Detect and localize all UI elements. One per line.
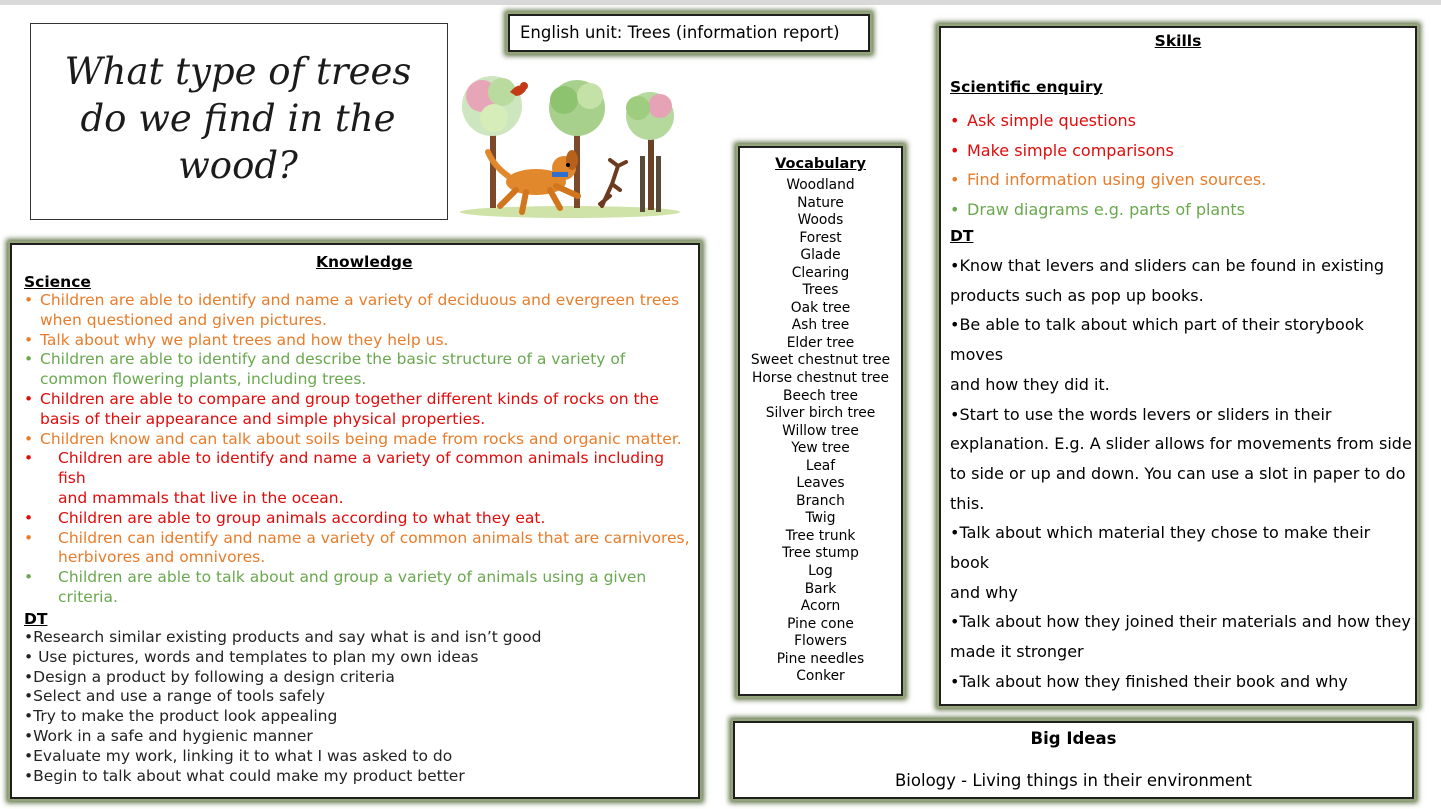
vocab-word: Leaf bbox=[805, 457, 836, 474]
dt-item: •Work in a safe and hygienic manner bbox=[24, 726, 313, 745]
science-heading: Science bbox=[24, 273, 91, 291]
vocabulary-heading: Vocabulary bbox=[775, 156, 866, 172]
skills-heading: Skills bbox=[1154, 32, 1202, 50]
bullet-icon: • bbox=[24, 449, 34, 468]
vocab-word: Acorn bbox=[800, 598, 841, 615]
bullet-icon: • bbox=[950, 140, 960, 160]
bullet-icon: • bbox=[950, 199, 960, 219]
skills-dt-line: and how they did it. bbox=[950, 374, 1110, 394]
science-item: • Talk about why we plant trees and how they help us. bbox=[24, 330, 449, 349]
skills-dt-list bbox=[950, 251, 1412, 697]
skills-dt-line: •Know that levers and sliders can be found in existing bbox=[950, 256, 1384, 275]
skills-dt-line: •Be able to talk about which part of their storybook moves bbox=[950, 315, 1364, 365]
big-ideas-text: Biology - Living things in their environment bbox=[894, 771, 1252, 790]
skills-dt-line: to side or up and down. You can use a slot in paper to do bbox=[950, 463, 1406, 483]
dt-item: •Try to make the product look appealing bbox=[24, 707, 338, 726]
enquiry-item: • Find information using given sources. bbox=[950, 165, 1266, 195]
vocab-word: Glade bbox=[800, 247, 841, 264]
enquiry-list bbox=[950, 106, 1266, 224]
knowledge-heading: Knowledge bbox=[316, 253, 413, 271]
vocab-word: Horse chestnut tree bbox=[751, 370, 889, 387]
science-list bbox=[24, 291, 692, 608]
vocabulary-list bbox=[738, 177, 903, 686]
bullet-icon: • bbox=[24, 350, 34, 369]
vocab-word: Forest bbox=[799, 229, 842, 246]
woodland-illustration bbox=[452, 56, 688, 222]
vocab-word: Pine needles bbox=[776, 650, 865, 667]
vocab-word: Beech tree bbox=[783, 387, 858, 404]
enquiry-item: • Make simple comparisons bbox=[950, 136, 1266, 166]
skills-dt-line: explanation. E.g. A slider allows for movements from side bbox=[950, 434, 1412, 454]
scientific-enquiry-heading: Scientific enquiry bbox=[950, 78, 1103, 96]
top-edge-strip bbox=[0, 0, 1441, 5]
vocab-word: Silver birch tree bbox=[765, 405, 876, 422]
vocab-word: Bark bbox=[804, 580, 837, 597]
science-item: • Children are able to talk about and group a variety of animals using a given criteria. bbox=[24, 568, 647, 606]
dt-item: •Select and use a range of tools safely bbox=[24, 687, 326, 706]
skills-dt-line: and why bbox=[950, 582, 1018, 602]
bullet-icon: • bbox=[24, 429, 34, 448]
vocab-word: Tree trunk bbox=[785, 527, 856, 544]
vocab-word: Branch bbox=[796, 492, 845, 509]
page-title: What type of trees do we find in the wood? bbox=[64, 50, 412, 187]
vocab-word: Log bbox=[808, 563, 833, 580]
bullet-icon: • bbox=[24, 389, 34, 408]
science-item: • Children are able to group animals according to what they eat. bbox=[24, 508, 546, 527]
science-item: • Children are able to identify and describe the basic structure of a variety of common flowering plants, including trees. bbox=[24, 350, 626, 389]
bullet-icon: • bbox=[950, 170, 960, 190]
science-item: • Children are able to identify and name a variety of deciduous and evergreen trees when questioned and given pictures. bbox=[24, 291, 680, 329]
vocab-word: Yew tree bbox=[791, 440, 850, 457]
dt-item: •Begin to talk about what could make my product better bbox=[24, 766, 465, 785]
skills-dt-heading: DT bbox=[950, 227, 974, 245]
vocab-word: Flowers bbox=[794, 633, 847, 650]
skills-dt-line: products such as pop up books. bbox=[950, 285, 1204, 305]
vocab-word: Twig bbox=[805, 510, 836, 527]
enquiry-item: • Ask simple questions bbox=[950, 106, 1266, 136]
dt-item: • Use pictures, words and templates to plan my own ideas bbox=[24, 647, 479, 666]
bullet-icon: • bbox=[24, 568, 34, 587]
vocab-word: Conker bbox=[796, 668, 845, 685]
skills-dt-line: •Talk about how they finished their book and why bbox=[950, 671, 1348, 691]
vocab-word: Leaves bbox=[796, 475, 845, 492]
vocab-word: Tree stump bbox=[782, 545, 859, 562]
science-item: • Children know and can talk about soils being made from rocks and organic matter. bbox=[24, 429, 682, 448]
bullet-icon: • bbox=[24, 528, 34, 547]
bullet-icon: • bbox=[24, 291, 34, 309]
vocab-word: Nature bbox=[797, 194, 844, 211]
knowledge-dt-heading: DT bbox=[24, 610, 48, 628]
vocab-word: Clearing bbox=[791, 264, 850, 281]
skills-dt-line: made it stronger bbox=[950, 642, 1084, 662]
bullet-icon: • bbox=[24, 508, 34, 527]
skills-dt-line: •Talk about how they joined their materials and how they bbox=[950, 612, 1411, 632]
science-item: • Children are able to compare and group together different kinds of rocks on the basis of their appearance and simple physical properties. bbox=[24, 389, 659, 428]
vocab-word: Trees bbox=[802, 282, 839, 299]
vocab-word: Woodland bbox=[786, 177, 855, 193]
skills-dt-line: •Talk about which material they chose to make their book bbox=[950, 523, 1371, 573]
dt-item: •Design a product by following a design criteria bbox=[24, 667, 395, 686]
vocab-word: Pine cone bbox=[787, 615, 854, 632]
vocab-word: Sweet chestnut tree bbox=[750, 352, 891, 369]
vocab-word: Willow tree bbox=[782, 422, 859, 439]
vocab-word: Woods bbox=[797, 212, 844, 229]
enquiry-item: • Draw diagrams e.g. parts of plants bbox=[950, 195, 1266, 225]
bullet-icon: • bbox=[950, 111, 960, 130]
unit-title: English unit: Trees (information report) bbox=[520, 23, 840, 42]
dt-item: •Research similar existing products and say what is and isn’t good bbox=[24, 628, 542, 646]
skills-dt-line: this. bbox=[950, 493, 985, 513]
science-item: • Children are able to identify and name a variety of common animals including fish and mammals that live in the ocean. bbox=[24, 449, 665, 507]
bullet-icon: • bbox=[24, 330, 34, 349]
knowledge-dt-list bbox=[24, 628, 684, 786]
dt-item: •Evaluate my work, linking it to what I was asked to do bbox=[24, 746, 453, 765]
vocab-word: Ash tree bbox=[791, 317, 850, 334]
skills-dt-line: •Start to use the words levers or sliders in their bbox=[950, 404, 1332, 424]
big-ideas-heading: Big Ideas bbox=[1030, 729, 1117, 748]
unit-title-box bbox=[508, 14, 870, 52]
science-item: • Children can identify and name a variety of common animals that are carnivores, herbivores and omnivores. bbox=[24, 528, 690, 567]
vocab-word: Oak tree bbox=[790, 299, 851, 316]
vocab-word: Elder tree bbox=[786, 334, 855, 351]
